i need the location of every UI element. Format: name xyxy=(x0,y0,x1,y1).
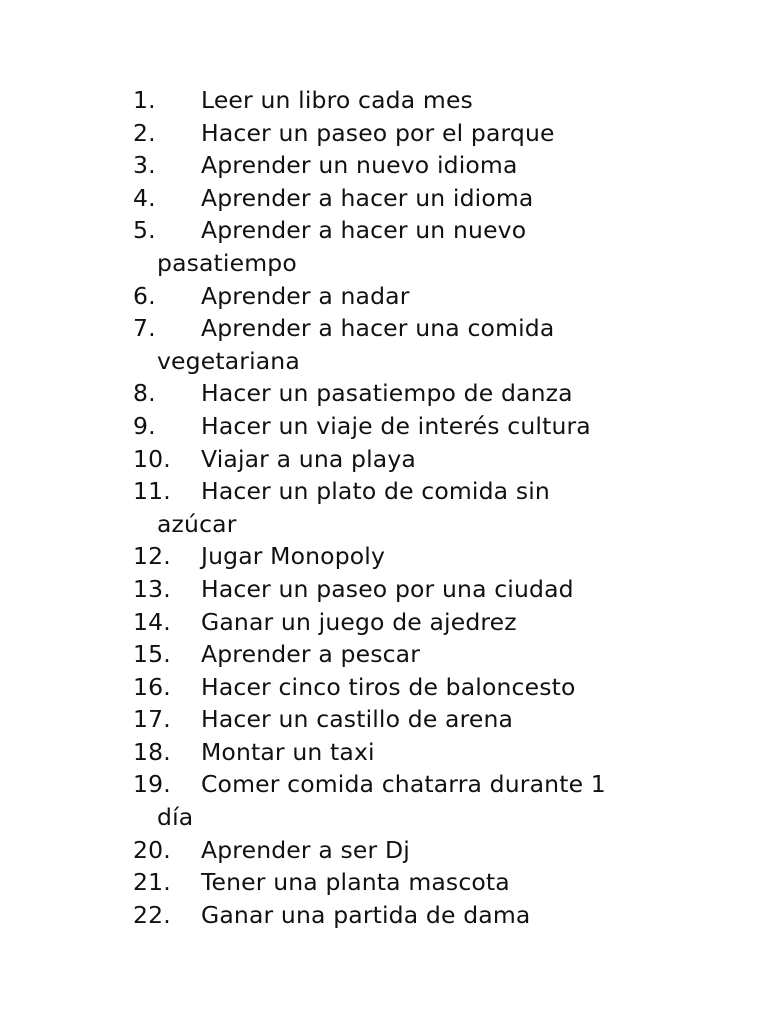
item-text: Aprender a ser Dj xyxy=(201,835,410,864)
item-text-line2: vegetariana xyxy=(157,346,300,375)
list-item xyxy=(133,540,658,573)
item-number: 1. xyxy=(133,86,156,114)
list-item xyxy=(133,834,658,867)
item-number: 3. xyxy=(133,151,156,180)
item-word: hacer xyxy=(340,216,408,245)
item-text-line2: pasatiempo xyxy=(157,248,297,277)
list-item xyxy=(133,573,658,606)
item-number: 4. xyxy=(133,183,156,212)
item-word: a xyxy=(318,216,333,245)
item-word: un xyxy=(415,216,446,245)
item-text-line1: Hacer un plato de comida sin xyxy=(201,477,550,506)
numbered-list xyxy=(133,84,658,931)
list-item xyxy=(133,377,658,410)
list-item xyxy=(133,182,658,215)
list-item xyxy=(133,768,658,833)
item-text: Hacer cinco tiros de baloncesto xyxy=(201,672,576,701)
item-number: 11. xyxy=(133,477,171,506)
document-page xyxy=(133,84,658,931)
list-item xyxy=(133,84,658,117)
item-text: Ganar un juego de ajedrez xyxy=(201,607,517,636)
item-number: 15. xyxy=(133,640,171,669)
item-number: 10. xyxy=(133,444,171,473)
list-item xyxy=(133,866,658,899)
item-text-line1: Aprender a hacer una comida xyxy=(201,314,555,343)
list-item xyxy=(133,117,658,150)
item-number: 18. xyxy=(133,737,171,766)
item-text: Jugar Monopoly xyxy=(201,542,386,571)
item-text: Aprender un nuevo idioma xyxy=(201,151,518,180)
list-item xyxy=(133,899,658,932)
item-text: Tener una planta mascota xyxy=(201,868,510,897)
item-text: Viajar a una playa xyxy=(201,444,416,473)
item-number: 6. xyxy=(133,281,156,310)
list-item xyxy=(133,606,658,639)
list-item xyxy=(133,312,658,377)
item-text-line2: azúcar xyxy=(157,509,237,538)
item-number: 5. xyxy=(133,216,156,245)
item-number: 14. xyxy=(133,607,171,636)
item-number: 17. xyxy=(133,705,171,734)
list-item xyxy=(133,410,658,443)
item-number: 20. xyxy=(133,835,171,864)
item-number: 12. xyxy=(133,542,171,571)
list-item xyxy=(133,149,658,182)
list-item xyxy=(133,638,658,671)
item-text: Montar un taxi xyxy=(201,737,375,766)
item-number: 2. xyxy=(133,118,156,147)
item-number: 22. xyxy=(133,900,171,929)
item-word: Aprender xyxy=(201,216,311,245)
item-word: nuevo xyxy=(452,216,527,245)
list-item xyxy=(133,443,658,476)
list-item xyxy=(133,703,658,736)
item-text-line2: día xyxy=(157,803,194,832)
item-number: 21. xyxy=(133,868,171,897)
item-number: 9. xyxy=(133,411,156,440)
list-item xyxy=(133,280,658,313)
item-text: Hacer un castillo de arena xyxy=(201,705,514,734)
item-text: Hacer un paseo por una ciudad xyxy=(201,574,574,603)
item-text: Aprender a nadar xyxy=(201,281,410,310)
item-text: Hacer un pasatiempo de danza xyxy=(201,379,573,408)
list-item xyxy=(133,475,658,540)
item-text: Ganar una partida de dama xyxy=(201,900,531,929)
item-text: Aprender a pescar xyxy=(201,640,421,669)
list-item xyxy=(133,214,658,279)
item-text: Hacer un viaje de interés cultura xyxy=(201,411,591,440)
item-text-line1: Comer comida chatarra durante 1 xyxy=(201,770,606,799)
item-text: Leer un libro cada mes xyxy=(201,86,473,114)
item-text: Aprender a hacer un idioma xyxy=(201,183,534,212)
item-number: 8. xyxy=(133,379,156,408)
item-number: 13. xyxy=(133,574,171,603)
item-text-line1 xyxy=(201,214,658,247)
list-item xyxy=(133,736,658,769)
item-number: 16. xyxy=(133,672,171,701)
item-number: 7. xyxy=(133,314,156,343)
item-number: 19. xyxy=(133,770,171,799)
item-text: Hacer un paseo por el parque xyxy=(201,118,555,147)
list-item xyxy=(133,671,658,704)
